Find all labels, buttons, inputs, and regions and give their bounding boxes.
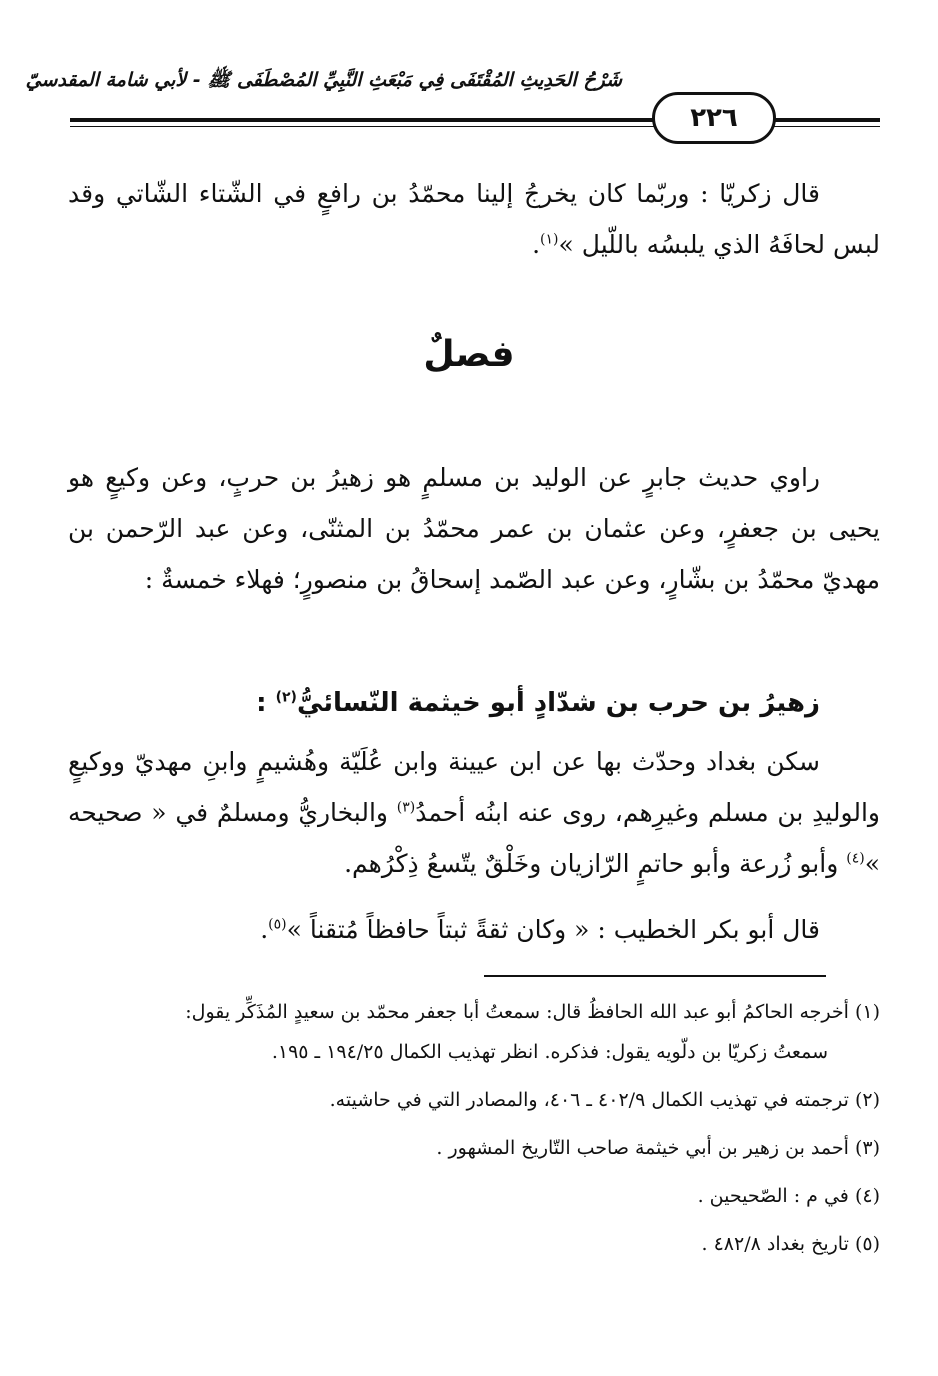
quote-paragraph: [68, 904, 880, 955]
footnote-1: [68, 992, 880, 1072]
footnote-ref-4: (٤): [846, 850, 865, 867]
bio-text-3: وأبو زُرعة وأبو حاتمٍ الرّازيان وخَلْقٌ يتّسعُ ذِكْرُهم.: [344, 849, 847, 878]
quote-text: قال أبو بكر الخطيب : « وكان ثقةً ثبتاً حافظاً مُتقناً »: [286, 915, 820, 944]
footnote-number: (٢): [854, 1089, 880, 1111]
section-heading: فصلٌ: [423, 334, 515, 375]
page-number: ٢٢٦: [652, 92, 776, 144]
footnote-ref-1: (١): [540, 231, 559, 248]
footnote-text: أحمد بن زهير بن أبي خيثمة صاحب التّاريخ المشهور .: [436, 1137, 849, 1159]
footnote-text: تاريخ بغداد ٤٨٢/٨ .: [701, 1233, 849, 1255]
footnote-text: في م : الصّحيحين .: [697, 1185, 849, 1207]
footnote-number: (٣): [854, 1137, 880, 1159]
narrators-paragraph: راوي حديث جابرٍ عن الوليد بن مسلمٍ هو زهيرُ بن حربٍ، وعن وكيعٍ هو يحيى بن جعفرٍ، وعن عثمان بن عمر محمّدُ بن المثنّى، وعن عبد الرّحمن بن مهديّ محمّدُ بن بشّارٍ، وعن عبد الصّمد إسحاقُ بن منصورٍ؛ فهلاء خمسةٌ :: [68, 463, 880, 594]
footnote-text: أخرجه الحاكمُ أبو عبد الله الحافظُ قال: سمعتُ أبا جعفر محمّد بن سعيدٍ المُذَكِّر يقول:: [185, 1001, 849, 1023]
footnote-separator: [484, 975, 826, 977]
footnote-number: (٤): [854, 1185, 880, 1207]
quote-end: .: [260, 915, 269, 944]
footnote-continuation: سمعتُ زكريّا بن دلّويه يقول: فذكره. انظر تهذيب الكمال ١٩٤/٢٥ ـ ١٩٥.: [271, 1041, 828, 1063]
running-title: شَرْحُ الحَدِيثِ المُقْتَفَى فِي مَبْعَثِ النَّبِيِّ المُصْطَفَى ﷺ - لأبي شامة المقدسيّ: [25, 69, 622, 91]
bio-heading-text: زهيرُ بن حرب بن شدّادٍ أبو خيثمة النّسائيُّ: [296, 688, 820, 718]
bio-text-1: سكن بغداد وحدّث بها عن ابن عيينة وابن عُلَيّة وهُشيمٍ وابنِ مهديّ ووكيعٍ والوليدِ بن مسلم وغيرِهم، روى عنه ابنُه أحمدُ: [68, 747, 880, 827]
footnote-5: [68, 1224, 880, 1264]
bio-paragraph: [68, 736, 880, 889]
bio-text-2: والبخاريُّ ومسلمٌ في « صحيحه »: [68, 798, 880, 878]
bio-heading: [68, 678, 880, 728]
footnote-ref-3: (٣): [396, 799, 416, 816]
footnote-text: ترجمته في تهذيب الكمال ٤٠٢/٩ ـ ٤٠٦، والمصادر التي في حاشيته.: [329, 1089, 849, 1111]
intro-end: .: [532, 230, 541, 259]
footnote-4: [68, 1176, 880, 1216]
intro-text: قال زكريّا : وربّما كان يخرجُ إلينا محمّدُ بن رافعٍ في الشّتاء الشّاتي وقد لبس لحافَهُ الذي يلبسُه باللّيل »: [68, 179, 880, 259]
footnote-ref-2: (٢): [275, 689, 297, 706]
bio-heading-end: :: [256, 688, 276, 718]
footnote-number: (٥): [854, 1233, 880, 1255]
intro-paragraph: [68, 168, 880, 270]
footnotes: [68, 992, 880, 1272]
footnote-3: [68, 1128, 880, 1168]
footnote-ref-5: (٥): [268, 916, 287, 933]
footnote-2: [68, 1080, 880, 1120]
footnote-number: (١): [854, 1001, 880, 1023]
